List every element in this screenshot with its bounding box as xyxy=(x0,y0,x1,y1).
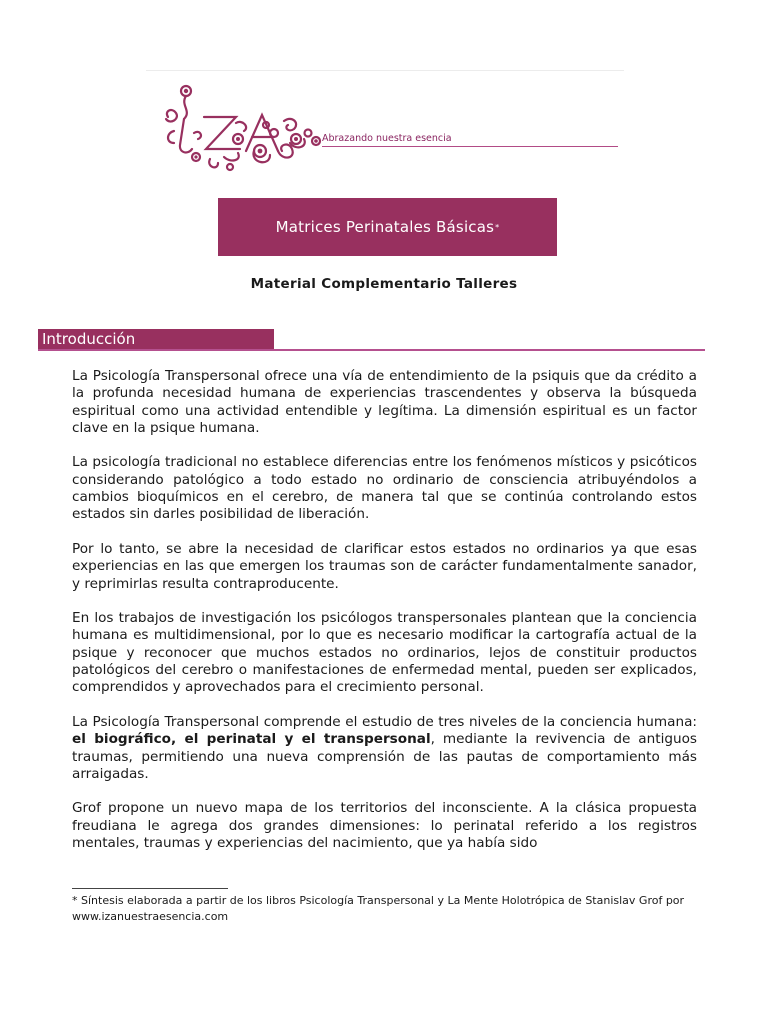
section-heading: Introducción xyxy=(38,329,274,349)
document-subtitle: Material Complementario Talleres xyxy=(250,276,518,292)
footnote xyxy=(72,893,712,925)
paragraph-4: En los trabajos de investigación los psicólogos transpersonales plantean que la conciencia humana es multidimensional, por lo que es necesario modificar la cartografía actual de la psique y reconocer que muchos estados no ordinarios, lejos de constituir productos patológicos del cerebro o manifestaciones de enfermedad mental, pueden ser explicados, comprendidos y aprovechados para el crecimiento personal. xyxy=(72,610,697,696)
footnote-mark: * xyxy=(72,894,78,907)
section-rule xyxy=(38,349,705,351)
logo-tagline: Abrazando nuestra esencia xyxy=(322,133,452,144)
logo-header xyxy=(146,70,624,179)
paragraph-5-start: La Psicología Transpersonal comprende el estudio de tres niveles de la conciencia humana: xyxy=(72,713,697,730)
paragraph-2: La psicología tradicional no establece diferencias entre los fenómenos místicos y psicóticos considerando patológico a todo estado no ordinario de consciencia atribuyéndolos a cambios bioquímicos en el cerebro, de manera tal que se continúa controlando estos estados sin darles posibilidad de liberación. xyxy=(72,454,697,523)
paragraph-1: La Psicología Transpersonal ofrece una vía de entendimiento de la psiquis que da crédito a la profunda necesidad humana de experiencias trascendentes y observa la búsqueda espiritual como una actividad entendible y legítima. La dimensión espiritual es un factor clave en la psique humana. xyxy=(72,368,697,436)
body-text xyxy=(72,368,697,870)
paragraph-3: Por lo tanto, se abre la necesidad de clarificar estos estados no ordinarios ya que esas experiencias en las que emergen los traumas son de carácter fundamentalmente sanador, y reprimirlas resulta contraproducente. xyxy=(72,540,697,592)
paragraph-5-bold: el biográfico, el perinatal y el transpersonal xyxy=(72,731,431,748)
title-footnote-mark: * xyxy=(495,222,500,232)
paragraph-5-end: , mediante la revivencia de antiguos traumas, permitiendo una nueva comprensión de las pautas de comportamiento más arraigadas. xyxy=(72,731,698,782)
title-text: Matrices Perinatales Básicas xyxy=(275,218,495,236)
footnote-rule xyxy=(72,888,228,889)
tagline-rule xyxy=(322,146,618,147)
iza-logo-icon xyxy=(146,71,624,179)
footnote-link[interactable]: www.izanuestraesencia.com xyxy=(72,910,229,923)
paragraph-6: Grof propone un nuevo mapa de los territorios del inconsciente. A la clásica propuesta freudiana le agrega dos grandes dimensiones: lo perinatal referido a los registros mentales, traumas y experiencias del nacimiento, que ya había sido xyxy=(72,800,697,852)
footnote-text: Síntesis elaborada a partir de los libros Psicología Transpersonal y La Mente Holotrópica de Stanislav Grof por xyxy=(77,894,685,907)
document-title xyxy=(218,198,557,256)
paragraph-5 xyxy=(72,714,697,783)
